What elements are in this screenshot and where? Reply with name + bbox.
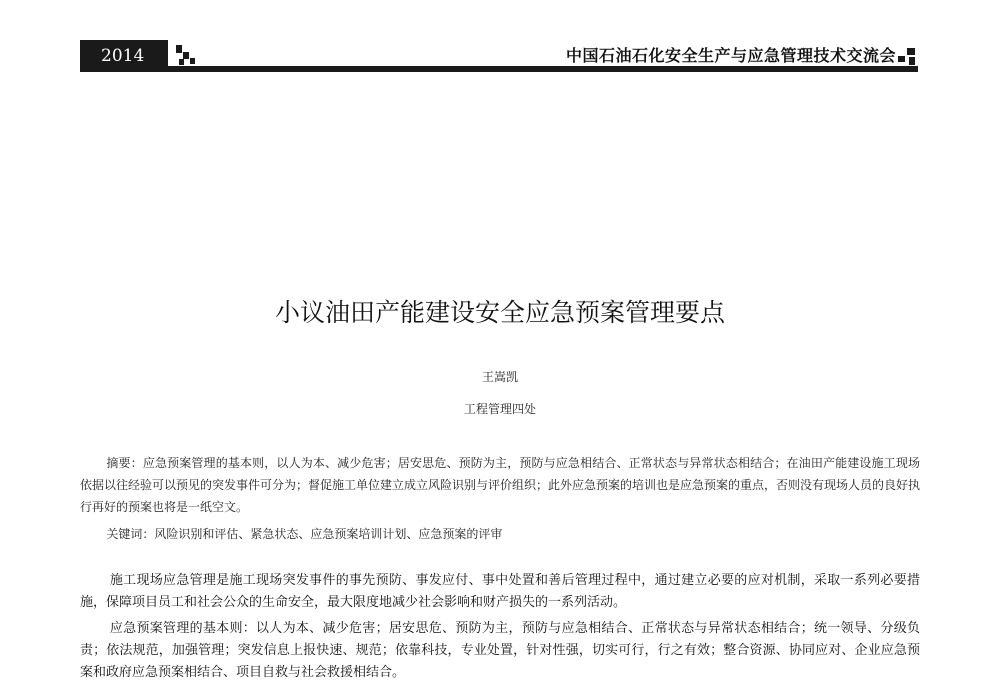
- keywords: 关键词：风险识别和评估、紧急状态、应急预案培训计划、应急预案的评审: [106, 527, 503, 541]
- header-decoration-left-icon: [176, 42, 200, 66]
- body-paragraph: 应急预案管理的基本则：以人为本、减少危害；居安思危、预防为主，预防与应急相结合、正常状态与异常状态相结合；统一领导、分级负责；依法规范，加强管理；突发信息上报快速、规范；依靠科技，专业处置，针对性强，切实可行，行之有效；整合资源、协同应对、企业应急预案和政府应急预案相结合、项目自救与社会救援相结合。: [80, 621, 920, 680]
- header-decoration-right-icon: [898, 45, 918, 67]
- header-rule: [80, 66, 918, 72]
- page-header: [80, 40, 918, 72]
- author-affiliation: 工程管理四处: [463, 402, 536, 416]
- author-name: 王嵩凯: [481, 370, 518, 384]
- header-year: 2014: [80, 40, 168, 71]
- body-paragraph: 施工现场应急管理是施工现场突发事件的事先预防、事发应付、事中处置和善后管理过程中，通过建立必要的应对机制，采取一系列必要措施，保障项目员工和社会公众的生命安全，最大限度地减少社会影响和财产损失的一系列活动。: [80, 573, 920, 610]
- conference-title: 中国石油石化安全生产与应急管理技术交流会: [565, 46, 896, 65]
- paper-title: 小议油田产能建设安全应急预案管理要点: [274, 298, 725, 327]
- abstract: 摘要：应急预案管理的基本则，以人为本、减少危害；居安思危、预防为主，预防与应急相结合、正常状态与异常状态相结合；在油田产能建设施工现场依据以往经验可以预见的突发事件可分为；督促施工单位建立成立风险识别与评价组织；此外应急预案的培训也是应急预案的重点，否则没有现场人员的良好执行再好的预案也将是一纸空文。: [80, 456, 921, 514]
